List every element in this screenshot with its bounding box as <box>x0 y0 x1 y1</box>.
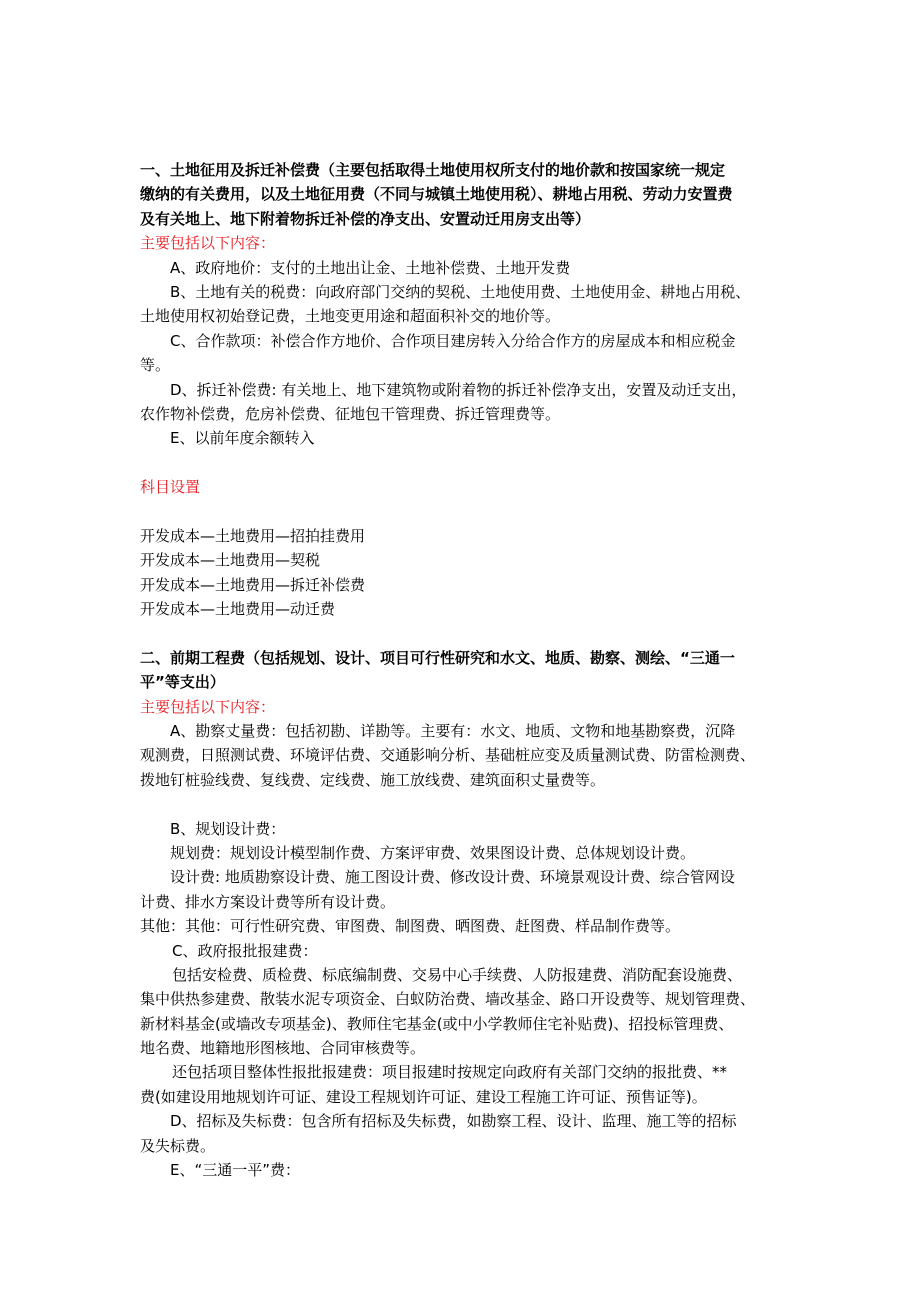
section1-item-d-cont: 农作物补偿费，危房补偿费、征地包干管理费、拆迁管理费等。 <box>140 404 561 423</box>
section2-item-b-other: 其他：其他：可行性研究费、审图费、制图费、晒图费、赶图费、样品制作费等。 <box>140 917 681 936</box>
subject-item: 开发成本—土地费用—动迁费 <box>140 600 336 619</box>
spacer <box>140 621 790 645</box>
section2-item-a: A、勘察丈量费：包括初勘、详勘等。主要有：水文、地质、文物和地基勘察费，沉降 <box>170 721 736 740</box>
subject-item: 开发成本—土地费用—契税 <box>140 551 321 570</box>
section2-item-d-cont: 及失标费。 <box>140 1136 216 1155</box>
section2-item-c-body-cont: 新材料基金(或墙改专项基金)、教师住宅基金(或中小学教师住宅补贴费)、招投标管理费、 <box>140 1014 734 1033</box>
section2-item-b-design: 设计费: 地质勘察设计费、施工图设计费、修改设计费、环境景观设计费、综合管网设 <box>170 868 735 887</box>
section2-item-a-cont: 拨地钉桩验线费、复线费、定线费、施工放线费、建筑面积丈量费等。 <box>140 770 606 789</box>
section2-heading-line: 二、前期工程费（包括规划、设计、项目可行性研究和水文、地质、勘察、测绘、“三通一 <box>140 648 735 667</box>
subject-setup-title: 科目设置 <box>140 478 201 497</box>
section1-item-b-cont: 土地使用权初始登记费，土地变更用途和超面积补交的地价等。 <box>140 307 561 326</box>
section1-subtitle: 主要包括以下内容： <box>140 234 276 253</box>
section2-item-b-plan: 规划费：规划设计模型制作费、方案评审费、效果图设计费、总体规划设计费。 <box>170 843 696 862</box>
spacer <box>140 499 790 523</box>
section2-item-b-design-cont: 计费、排水方案设计费等所有设计费。 <box>140 892 396 911</box>
section2-item-c-body-cont: 集中供热参建费、散装水泥专项资金、白蚁防治费、墙改基金、路口开设费等、规划管理费、 <box>140 990 756 1009</box>
section1-item-b: B、土地有关的税费：向政府部门交纳的契税、土地使用费、土地使用金、耕地占用税、 <box>170 282 751 301</box>
section2-item-a-cont: 观测费，日照测试费、环境评估费、交通影响分析、基础桩应变及质量测试费、防雷检测费、 <box>140 746 756 765</box>
section2-subtitle: 主要包括以下内容： <box>140 697 276 716</box>
section2-item-d: D、招标及失标费：包含所有招标及失标费，如勘察工程、设计、监理、施工等的招标 <box>170 1112 737 1131</box>
section2-item-c-title: C、政府报批报建费： <box>172 941 318 960</box>
section1-item-a: A、政府地价：支付的土地出让金、土地补偿费、土地开发费 <box>170 258 571 277</box>
section2-item-c-also: 还包括项目整体性报批报建费：项目报建时按规定向政府有关部门交纳的报批费、** <box>172 1063 728 1082</box>
subject-item: 开发成本—土地费用—拆迁补偿费 <box>140 575 366 594</box>
section1-item-d: D、拆迁补偿费: 有关地上、地下建筑物或附着物的拆迁补偿净支出，安置及动迁支出， <box>170 380 747 399</box>
section1-item-c-cont: 等。 <box>140 356 171 375</box>
section1-heading-line: 缴纳的有关费用，以及土地征用费（不同与城镇土地使用税）、耕地占用税、劳动力安置费 <box>140 185 733 204</box>
section2-item-c-body: 包括安检费、质检费、标底编制费、交易中心手续费、人防报建费、消防配套设施费、 <box>172 965 743 984</box>
section1-item-e: E、以前年度余额转入 <box>170 429 315 448</box>
section2-item-c-body-cont: 地名费、地籍地形图核地、合同审核费等。 <box>140 1039 426 1058</box>
section1-heading-line: 及有关地上、地下附着物拆迁补偿的净支出、安置动迁用房支出等） <box>140 209 591 228</box>
section2-item-e-title: E、“三通一平”费： <box>170 1161 301 1180</box>
section2-item-c-also-cont: 费(如建设用地规划许可证、建设工程规划许可证、建设工程施工许可证、预售证等)。 <box>140 1087 707 1106</box>
section1-heading-line: 一、土地征用及拆迁补偿费（主要包括取得土地使用权所支付的地价款和按国家统一规定 <box>140 161 726 179</box>
section1-item-c: C、合作款项：补偿合作方地价、合作项目建房转入分给合作方的房屋成本和相应税金 <box>170 331 736 350</box>
section2-item-b-title: B、规划设计费： <box>170 819 286 838</box>
spacer <box>140 792 790 816</box>
section2-heading-line: 平”等支出） <box>140 673 225 692</box>
spacer <box>140 451 790 475</box>
document-page <box>140 158 790 1182</box>
subject-item: 开发成本—土地费用—招拍挂费用 <box>140 526 366 545</box>
